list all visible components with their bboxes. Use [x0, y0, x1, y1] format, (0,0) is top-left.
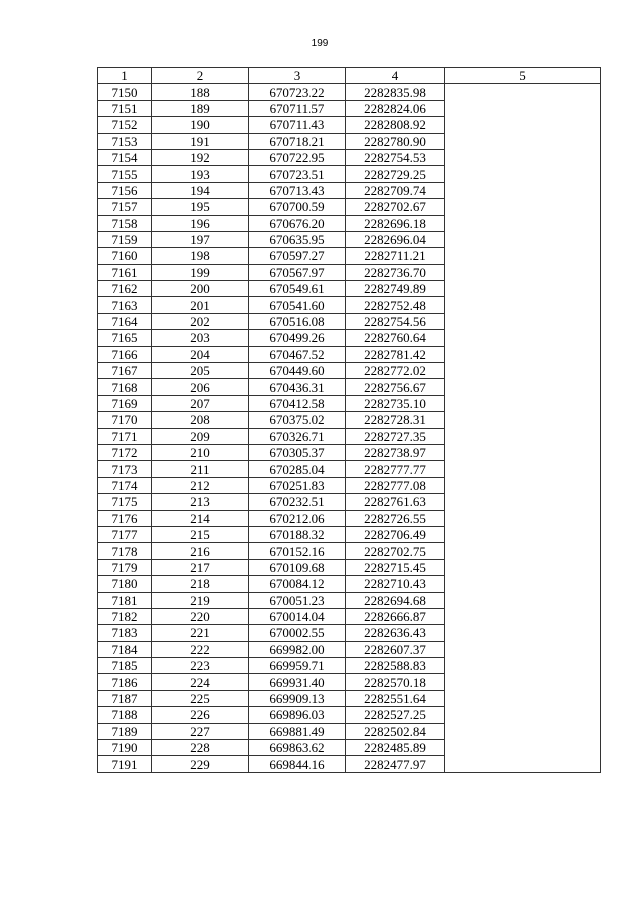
table-cell-col3: 670549.61: [249, 281, 346, 297]
column-header-3: 3: [249, 68, 346, 84]
table-cell-col2: 219: [152, 592, 249, 608]
table-cell-col3: 670051.23: [249, 592, 346, 608]
table-cell-col3: 670152.16: [249, 543, 346, 559]
table-cell-col1: 7187: [98, 690, 152, 706]
table-cell-col1: 7183: [98, 625, 152, 641]
table-cell-col4: 2282607.37: [346, 641, 445, 657]
table-cell-col2: 208: [152, 412, 249, 428]
table-cell-col1: 7180: [98, 576, 152, 592]
table-cell-col2: 206: [152, 379, 249, 395]
table-cell-col2: 188: [152, 84, 249, 100]
table-cell-col1: 7189: [98, 723, 152, 739]
table-cell-col1: 7172: [98, 444, 152, 460]
table-cell-col3: 670516.08: [249, 313, 346, 329]
table-cell-col3: 670718.21: [249, 133, 346, 149]
table-cell-col1: 7174: [98, 477, 152, 493]
table-cell-col3: 670723.22: [249, 84, 346, 100]
column-header-5: 5: [445, 68, 601, 84]
table-cell-col3: 670251.83: [249, 477, 346, 493]
table-cell-col4: 2282808.92: [346, 117, 445, 133]
table-cell-col2: 214: [152, 510, 249, 526]
table-cell-col1: 7170: [98, 412, 152, 428]
table-cell-col2: 204: [152, 346, 249, 362]
table-cell-col3: 670449.60: [249, 363, 346, 379]
table-cell-col4: 2282777.08: [346, 477, 445, 493]
table-cell-col4: 2282726.55: [346, 510, 445, 526]
table-cell-col4: 2282752.48: [346, 297, 445, 313]
column-header-1: 1: [98, 68, 152, 84]
coordinates-table: [97, 67, 601, 773]
table-cell-col4: 2282696.18: [346, 215, 445, 231]
table-cell-col4: 2282527.25: [346, 707, 445, 723]
table-cell-col1: 7175: [98, 494, 152, 510]
table-cell-col1: 7179: [98, 559, 152, 575]
table-cell-col2: 202: [152, 313, 249, 329]
table-cell-col1: 7181: [98, 592, 152, 608]
table-cell-col2: 227: [152, 723, 249, 739]
table-cell-col4: 2282749.89: [346, 281, 445, 297]
table-cell-col1: 7186: [98, 674, 152, 690]
table-cell-col1: 7184: [98, 641, 152, 657]
table-cell-col2: 223: [152, 658, 249, 674]
table-cell-col1: 7159: [98, 231, 152, 247]
table-cell-col4: 2282728.31: [346, 412, 445, 428]
table-cell-col3: 670541.60: [249, 297, 346, 313]
table-cell-col3: 670285.04: [249, 461, 346, 477]
table-cell-col4: 2282729.25: [346, 166, 445, 182]
table-cell-col4: 2282738.97: [346, 444, 445, 460]
table-cell-col4: 2282781.42: [346, 346, 445, 362]
table-cell-col4: 2282760.64: [346, 330, 445, 346]
table-header-row: [98, 68, 601, 84]
table-cell-col4: 2282711.21: [346, 248, 445, 264]
table-cell-col3: 669959.71: [249, 658, 346, 674]
table-cell-col1: 7165: [98, 330, 152, 346]
table-cell-col3: 669931.40: [249, 674, 346, 690]
table-cell-col1: 7156: [98, 182, 152, 198]
table-cell-col3: 669863.62: [249, 740, 346, 756]
table-cell-col3: 670597.27: [249, 248, 346, 264]
table-cell-col1: 7166: [98, 346, 152, 362]
table-cell-col2: 213: [152, 494, 249, 510]
table-cell-col3: 670711.57: [249, 100, 346, 116]
page-number: 199: [311, 38, 329, 49]
table-cell-col4: 2282736.70: [346, 264, 445, 280]
table-cell-col2: 209: [152, 428, 249, 444]
table-cell-col2: 200: [152, 281, 249, 297]
table-cell-col2: 212: [152, 477, 249, 493]
table-cell-col3: 669982.00: [249, 641, 346, 657]
column-header-2: 2: [152, 68, 249, 84]
table-cell-col3: 670412.58: [249, 395, 346, 411]
table-cell-col4: 2282761.63: [346, 494, 445, 510]
table-cell-col4: 2282735.10: [346, 395, 445, 411]
table-cell-col2: 189: [152, 100, 249, 116]
table-cell-col1: 7182: [98, 608, 152, 624]
table-cell-col3: 670676.20: [249, 215, 346, 231]
table-cell-col1: 7191: [98, 756, 152, 772]
table-cell-col1: 7163: [98, 297, 152, 313]
table-cell-col4: 2282777.77: [346, 461, 445, 477]
table-cell-col1: 7177: [98, 526, 152, 542]
table-cell-col1: 7151: [98, 100, 152, 116]
table-cell-col1: 7153: [98, 133, 152, 149]
table-cell-col1: 7176: [98, 510, 152, 526]
table-cell-col4: 2282710.43: [346, 576, 445, 592]
table-cell-col1: 7158: [98, 215, 152, 231]
table-cell-col1: 7188: [98, 707, 152, 723]
table-cell-col2: 228: [152, 740, 249, 756]
table-cell-col4: 2282551.64: [346, 690, 445, 706]
table-cell-col3: 670722.95: [249, 149, 346, 165]
table-cell-col2: 191: [152, 133, 249, 149]
table-cell-col4: 2282727.35: [346, 428, 445, 444]
table-cell-col3: 670232.51: [249, 494, 346, 510]
table-cell-col4: 2282636.43: [346, 625, 445, 641]
table-cell-col1: 7162: [98, 281, 152, 297]
table-cell-col2: 205: [152, 363, 249, 379]
table-cell-col3: 669909.13: [249, 690, 346, 706]
table-cell-col2: 224: [152, 674, 249, 690]
table-cell-col2: 217: [152, 559, 249, 575]
table-cell-col4: 2282702.67: [346, 199, 445, 215]
table-cell-col1: 7185: [98, 658, 152, 674]
table-cell-col3: 670188.32: [249, 526, 346, 542]
table-cell-col2: 221: [152, 625, 249, 641]
table-cell-col3: 670635.95: [249, 231, 346, 247]
table-cell-col2: 194: [152, 182, 249, 198]
table-cell-col1: 7154: [98, 149, 152, 165]
table-cell-col2: 197: [152, 231, 249, 247]
table-cell-col1: 7157: [98, 199, 152, 215]
table-cell-col2: 195: [152, 199, 249, 215]
table-cell-col2: 196: [152, 215, 249, 231]
table-cell-col2: 193: [152, 166, 249, 182]
table-cell-col2: 226: [152, 707, 249, 723]
table-cell-col1: 7161: [98, 264, 152, 280]
table-cell-col4: 2282709.74: [346, 182, 445, 198]
table-cell-col4: 2282715.45: [346, 559, 445, 575]
table-cell-col3: 670467.52: [249, 346, 346, 362]
table-cell-col3: 670326.71: [249, 428, 346, 444]
table-cell-col2: 207: [152, 395, 249, 411]
table-cell-col3: 669881.49: [249, 723, 346, 739]
table-cell-col4: 2282696.04: [346, 231, 445, 247]
table-cell-col1: 7155: [98, 166, 152, 182]
table-cell-col2: 218: [152, 576, 249, 592]
table-cell-col4: 2282780.90: [346, 133, 445, 149]
table-cell-col3: 670109.68: [249, 559, 346, 575]
table-cell-col4: 2282754.53: [346, 149, 445, 165]
table-body: [98, 84, 601, 772]
table-cell-col4: 2282706.49: [346, 526, 445, 542]
table-cell-col4: 2282702.75: [346, 543, 445, 559]
table-cell-col1: 7169: [98, 395, 152, 411]
table-cell-col2: 201: [152, 297, 249, 313]
table-cell-col1: 7160: [98, 248, 152, 264]
table-cell-col2: 198: [152, 248, 249, 264]
table-cell-col4: 2282485.89: [346, 740, 445, 756]
table-cell-col3: 670375.02: [249, 412, 346, 428]
table-cell-col3: 669844.16: [249, 756, 346, 772]
table-cell-col4: 2282477.97: [346, 756, 445, 772]
table-cell-col1: 7190: [98, 740, 152, 756]
table-cell-col1: 7168: [98, 379, 152, 395]
column-header-4: 4: [346, 68, 445, 84]
table-cell-col3: 669896.03: [249, 707, 346, 723]
table-cell-col1: 7171: [98, 428, 152, 444]
table-cell-col2: 229: [152, 756, 249, 772]
table-cell-col1: 7178: [98, 543, 152, 559]
table-cell-col1: 7173: [98, 461, 152, 477]
table-cell-col1: 7164: [98, 313, 152, 329]
table-cell-col3: 670713.43: [249, 182, 346, 198]
table-cell-col2: 210: [152, 444, 249, 460]
table-cell-col4: 2282588.83: [346, 658, 445, 674]
table-cell-col3: 670700.59: [249, 199, 346, 215]
table-cell-col2: 220: [152, 608, 249, 624]
table-cell-col4: 2282570.18: [346, 674, 445, 690]
table-cell-col4: 2282694.68: [346, 592, 445, 608]
table-cell-col2: 192: [152, 149, 249, 165]
table-cell-col3: 670436.31: [249, 379, 346, 395]
table-cell-col3: 670499.26: [249, 330, 346, 346]
table-cell-col4: 2282502.84: [346, 723, 445, 739]
table-cell-col3: 670723.51: [249, 166, 346, 182]
table-cell-col2: 203: [152, 330, 249, 346]
table-cell-col4: 2282835.98: [346, 84, 445, 100]
table-row: [98, 84, 601, 100]
table-cell-col3: 670002.55: [249, 625, 346, 641]
table-cell-col3: 670212.06: [249, 510, 346, 526]
table-cell-col3: 670084.12: [249, 576, 346, 592]
table-cell-col2: 211: [152, 461, 249, 477]
table-cell-col1: 7167: [98, 363, 152, 379]
table-cell-col3: 670567.97: [249, 264, 346, 280]
table-cell-col2: 216: [152, 543, 249, 559]
table-cell-col2: 215: [152, 526, 249, 542]
table-cell-col3: 670711.43: [249, 117, 346, 133]
table-cell-col4: 2282666.87: [346, 608, 445, 624]
table-cell-col2: 199: [152, 264, 249, 280]
table-cell-col3: 670014.04: [249, 608, 346, 624]
table-cell-col1: 7150: [98, 84, 152, 100]
table-cell-col2: 190: [152, 117, 249, 133]
table-cell-col4: 2282772.02: [346, 363, 445, 379]
table-cell-col2: 225: [152, 690, 249, 706]
table-cell-col4: 2282754.56: [346, 313, 445, 329]
table-cell-col4: 2282756.67: [346, 379, 445, 395]
table-cell-col5: [445, 84, 601, 772]
table-cell-col1: 7152: [98, 117, 152, 133]
table-cell-col3: 670305.37: [249, 444, 346, 460]
table-cell-col4: 2282824.06: [346, 100, 445, 116]
table-cell-col2: 222: [152, 641, 249, 657]
